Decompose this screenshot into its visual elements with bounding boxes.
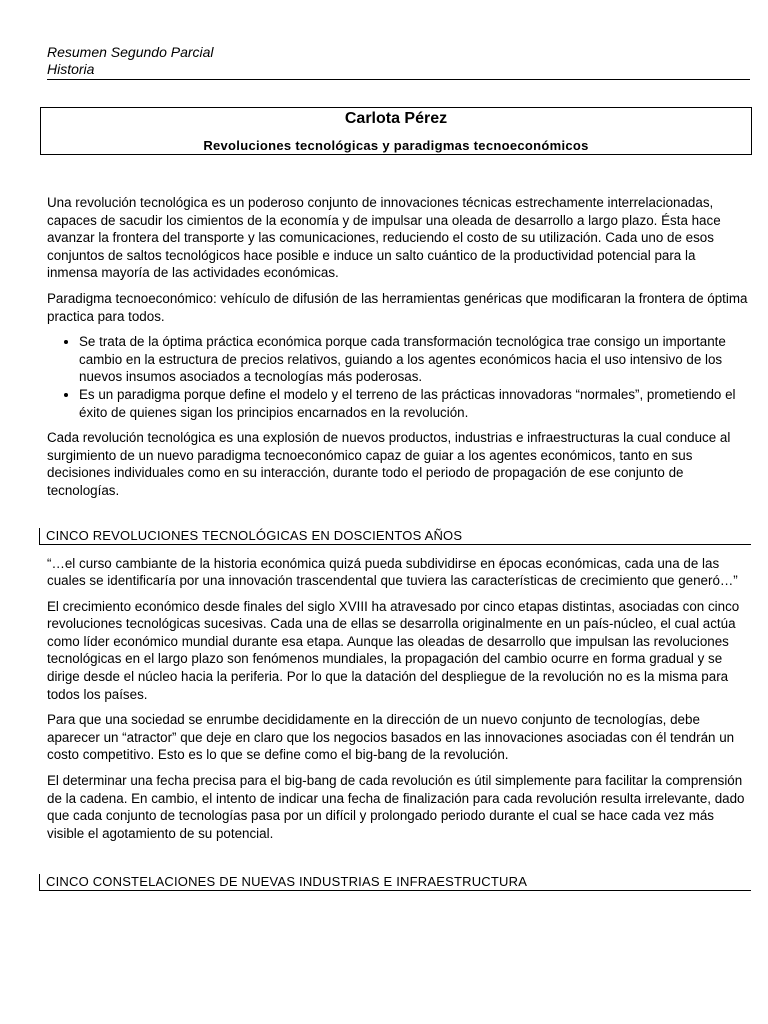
section-heading: CINCO REVOLUCIONES TECNOLÓGICAS EN DOSCIENTOS AÑOS — [39, 528, 751, 545]
paragraph: Para que una sociedad se enrumbe decididamente en la dirección de un nuevo conjunto de tecnologías, debe aparecer un “atractor” que deje en claro que los negocios basados en las innovaciones asociadas con él tendrán un costo competitivo. Esto es lo que se define como el big-bang de la revolución. — [47, 712, 735, 763]
section-heading: CINCO CONSTELACIONES DE NUEVAS INDUSTRIAS E INFRAESTRUCTURA — [39, 874, 751, 891]
document-body — [47, 194, 749, 891]
list-item: • Es un paradigma porque define el modelo y el terreno de las prácticas innovadoras “normales”, prometiendo el éxito de quienes sigan los principios encarnados en la revolución. — [79, 386, 749, 421]
document-subtitle: Revoluciones tecnológicas y paradigmas tecnoeconómicos — [203, 138, 589, 153]
bullet-list — [47, 333, 749, 421]
list-item: • Se trata de la óptima práctica económica porque cada transformación tecnológica trae consigo un importante cambio en la estructura de precios relativos, guiando a los agentes económicos hacia el uso intensivo de los nuevos insumos asociados a tecnologías más poderosas. — [79, 333, 749, 386]
paragraph: Una revolución tecnológica es un poderoso conjunto de innovaciones técnicas estrechamente interrelacionadas, capaces de sacudir los cimientos de la economía y de impulsar una oleada de desarrollo a largo plazo. Ésta hace avanzar la frontera del transporte y las comunicaciones, reduciendo el costo de su utilización. Cada uno de esos conjuntos de saltos tecnológicos hace posible e induce un salto cuántico de la productividad potencial para la inmensa mayoría de las actividades económicas. — [47, 195, 721, 281]
paragraph: Cada revolución tecnológica es una explosión de nuevos productos, industrias e infraestructuras la cual conduce al surgimiento de un nuevo paradigma tecnoeconómico capaz de guiar a los agentes económicos, tanto en sus decisiones individuales como en su interacción, durante todo el periodo de propagación de ese conjunto de tecnologías. — [47, 430, 731, 498]
paragraph: Paradigma tecnoeconómico: vehículo de difusión de las herramientas genéricas que modificaran la frontera de óptima practica para todos. — [47, 290, 748, 324]
paragraph: El crecimiento económico desde finales del siglo XVIII ha atravesado por cinco etapas distintas, asociadas con cinco revoluciones tecnológicas sucesivas. Cada una de ellas se desarrolla originalmente en un país-núcleo, el cual actúa como líder económico mundial durante esa etapa. Aunque las oleadas de desarrollo que impulsan las revoluciones tecnológicas en el largo plazo son fenómenos mundiales, la propagación del cambio ocurre en forma gradual y se dirige desde el núcleo hacia la periferia. Por lo que la datación del despliegue de la revolución no es la misma para todos los países. — [47, 598, 740, 702]
page-header — [47, 44, 750, 80]
document-author: Carlota Pérez — [344, 110, 448, 127]
quote-paragraph: “…el curso cambiante de la historia económica quizá pueda subdividirse en épocas económicas, cada una de las cuales se identificaría por una innovación trascendental que tuviera las características de crecimiento que generó…” — [47, 555, 738, 589]
title-box — [40, 107, 752, 155]
header-subject: Historia — [47, 61, 95, 77]
paragraph: El determinar una fecha precisa para el big-bang de cada revolución es útil simplemente para facilitar la comprensión de la cadena. En cambio, el intento de indicar una fecha de finalización para cada revolución resulta irrelevante, dado que cada conjunto de tecnologías pasa por un difícil y prolongado periodo durante el cual se hace cada vez más visible el agotamiento de su potencial. — [47, 773, 745, 841]
header-course: Resumen Segundo Parcial — [47, 44, 214, 60]
